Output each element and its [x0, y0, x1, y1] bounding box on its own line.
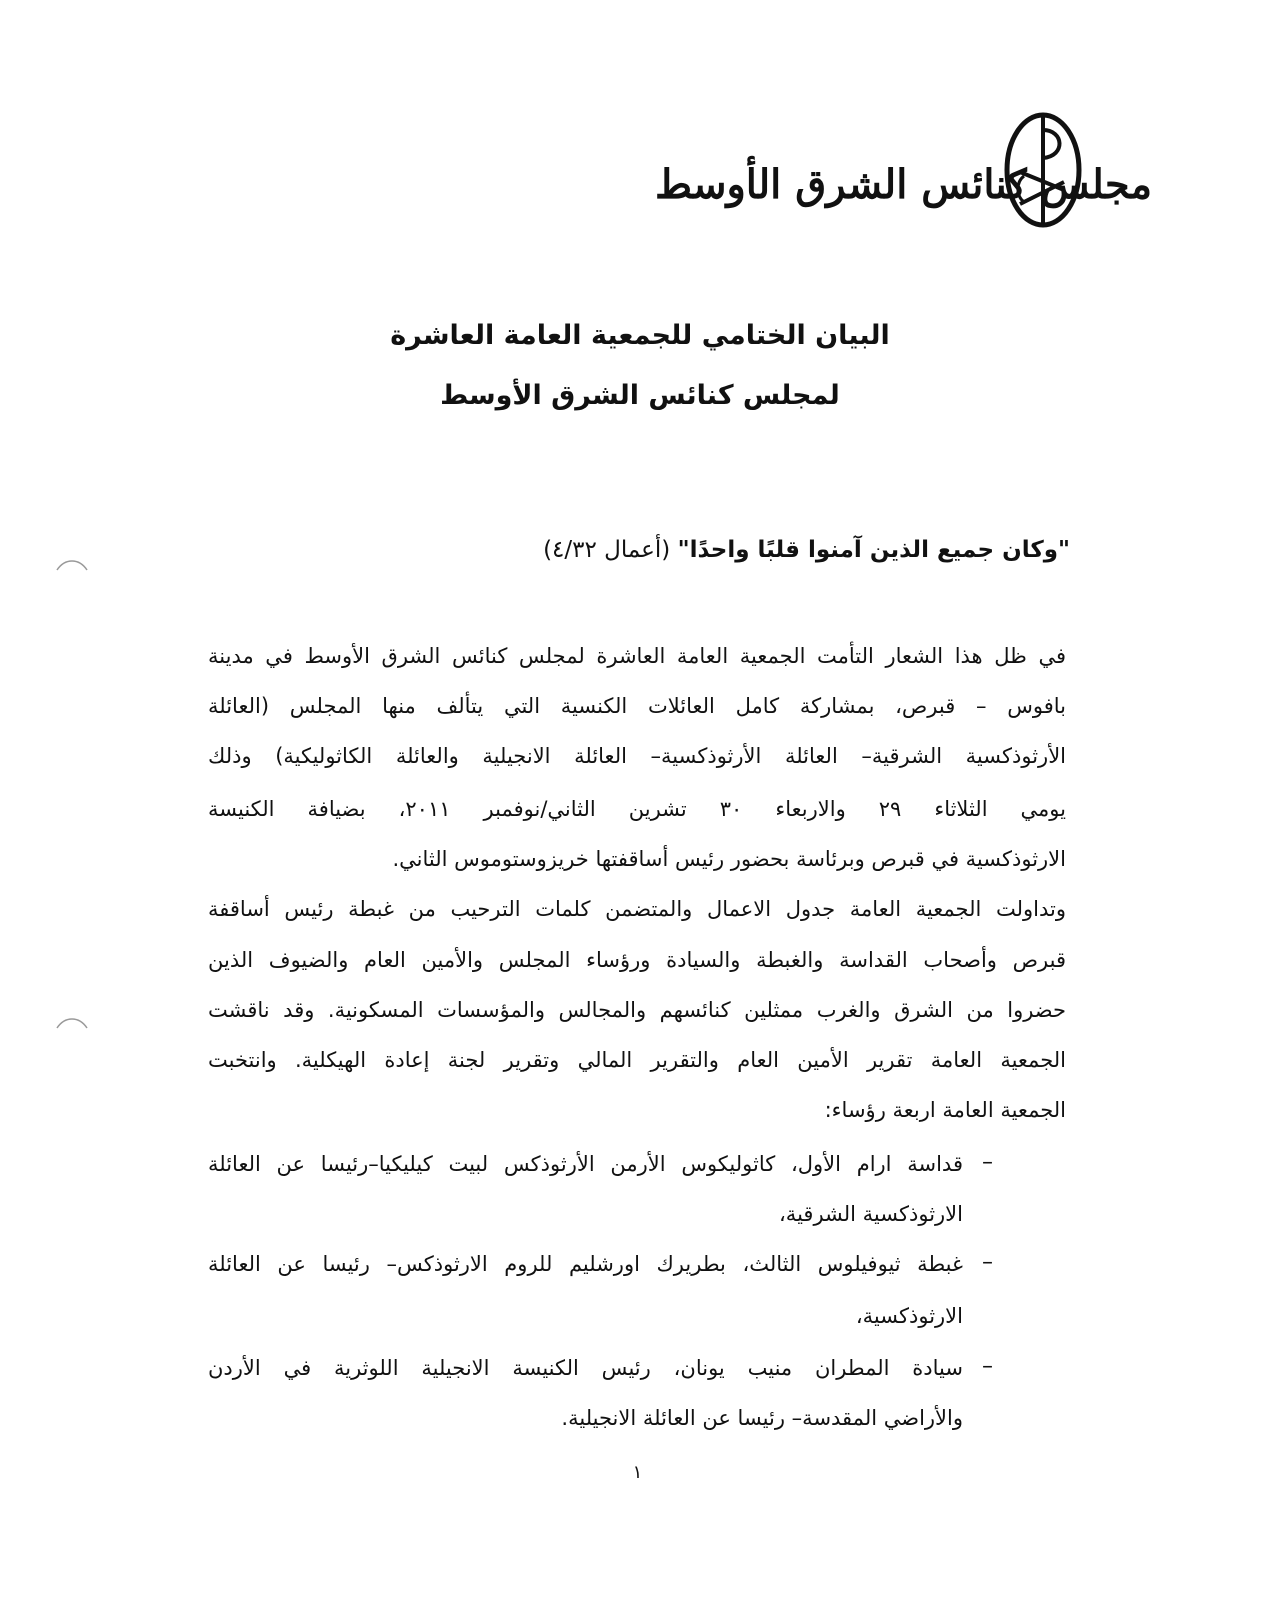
- body-line: وتداولت الجمعية العامة جدول الاعمال والمتضمن كلمات الترحيب من غبطة رئيس أساقفة: [208, 897, 1066, 921]
- motto-reference: (أعمال ٤/٣٢): [543, 537, 678, 563]
- motto-quote: "وكان جميع الذين آمنوا قلبًا واحدًا": [677, 537, 1070, 563]
- body-line: في ظل هذا الشعار التأمت الجمعية العامة العاشرة لمجلس كنائس الشرق الأوسط في مدينة: [208, 644, 1066, 668]
- list-item-line: قداسة ارام الأول، كاثوليكوس الأرمن الأرثوذكس لبيت كيليكيا–رئيسا عن العائلة: [208, 1152, 963, 1176]
- body-line: الأرثوذكسية الشرقية– العائلة الأرثوذكسية– العائلة الانجيلية والعائلة الكاثوليكية) وذلك: [208, 744, 1066, 768]
- punch-hole-mark: [55, 1014, 89, 1030]
- body-line: بافوس – قبرص، بمشاركة كامل العائلات الكنسية التي يتألف منها المجلس (العائلة: [208, 694, 1066, 718]
- document-title-line-1: البيان الختامي للجمعية العامة العاشرة: [390, 320, 890, 351]
- body-line: الجمعية العامة اربعة رؤساء:: [824, 1098, 1066, 1122]
- motto-verse: [400, 537, 1070, 563]
- list-dash: –: [982, 1250, 993, 1275]
- list-item-line: سيادة المطران منيب يونان، رئيس الكنيسة الانجيلية اللوثرية في الأردن: [208, 1356, 963, 1380]
- punch-hole-mark: [55, 556, 89, 572]
- page-number: ١: [632, 1462, 643, 1483]
- list-item-line: الارثوذكسية الشرقية،: [779, 1202, 963, 1226]
- document-title-line-2: لمجلس كنائس الشرق الأوسط: [440, 380, 840, 411]
- organization-wordmark: مجلس كنائس الشرق الأوسط: [655, 160, 1153, 208]
- list-dash: –: [982, 1150, 993, 1175]
- list-item-line: غبطة ثيوفيلوس الثالث، بطريرك اورشليم للروم الارثوذكس– رئيسا عن العائلة: [208, 1252, 963, 1276]
- body-line: الجمعية العامة تقرير الأمين العام والتقرير المالي وتقرير لجنة إعادة الهيكلية. وانتخبت: [208, 1048, 1066, 1072]
- body-line: حضروا من الشرق والغرب ممثلين كنائسهم والمجالس والمؤسسات المسكونية. وقد ناقشت: [208, 998, 1066, 1022]
- body-line: يومي الثلاثاء ٢٩ والاربعاء ٣٠ تشرين الثاني/نوفمبر ٢٠١١، بضيافة الكنيسة: [208, 797, 1066, 821]
- body-line: قبرص وأصحاب القداسة والغبطة والسيادة ورؤساء المجلس والأمين العام والضيوف الذين: [208, 948, 1066, 972]
- body-line: الارثوذكسية في قبرص وبرئاسة بحضور رئيس أساقفتها خريزوستوموس الثاني.: [392, 847, 1066, 871]
- list-dash: –: [982, 1354, 993, 1379]
- list-item-line: والأراضي المقدسة– رئيسا عن العائلة الانجيلية.: [561, 1406, 963, 1430]
- list-item-line: الارثوذكسية،: [855, 1304, 963, 1328]
